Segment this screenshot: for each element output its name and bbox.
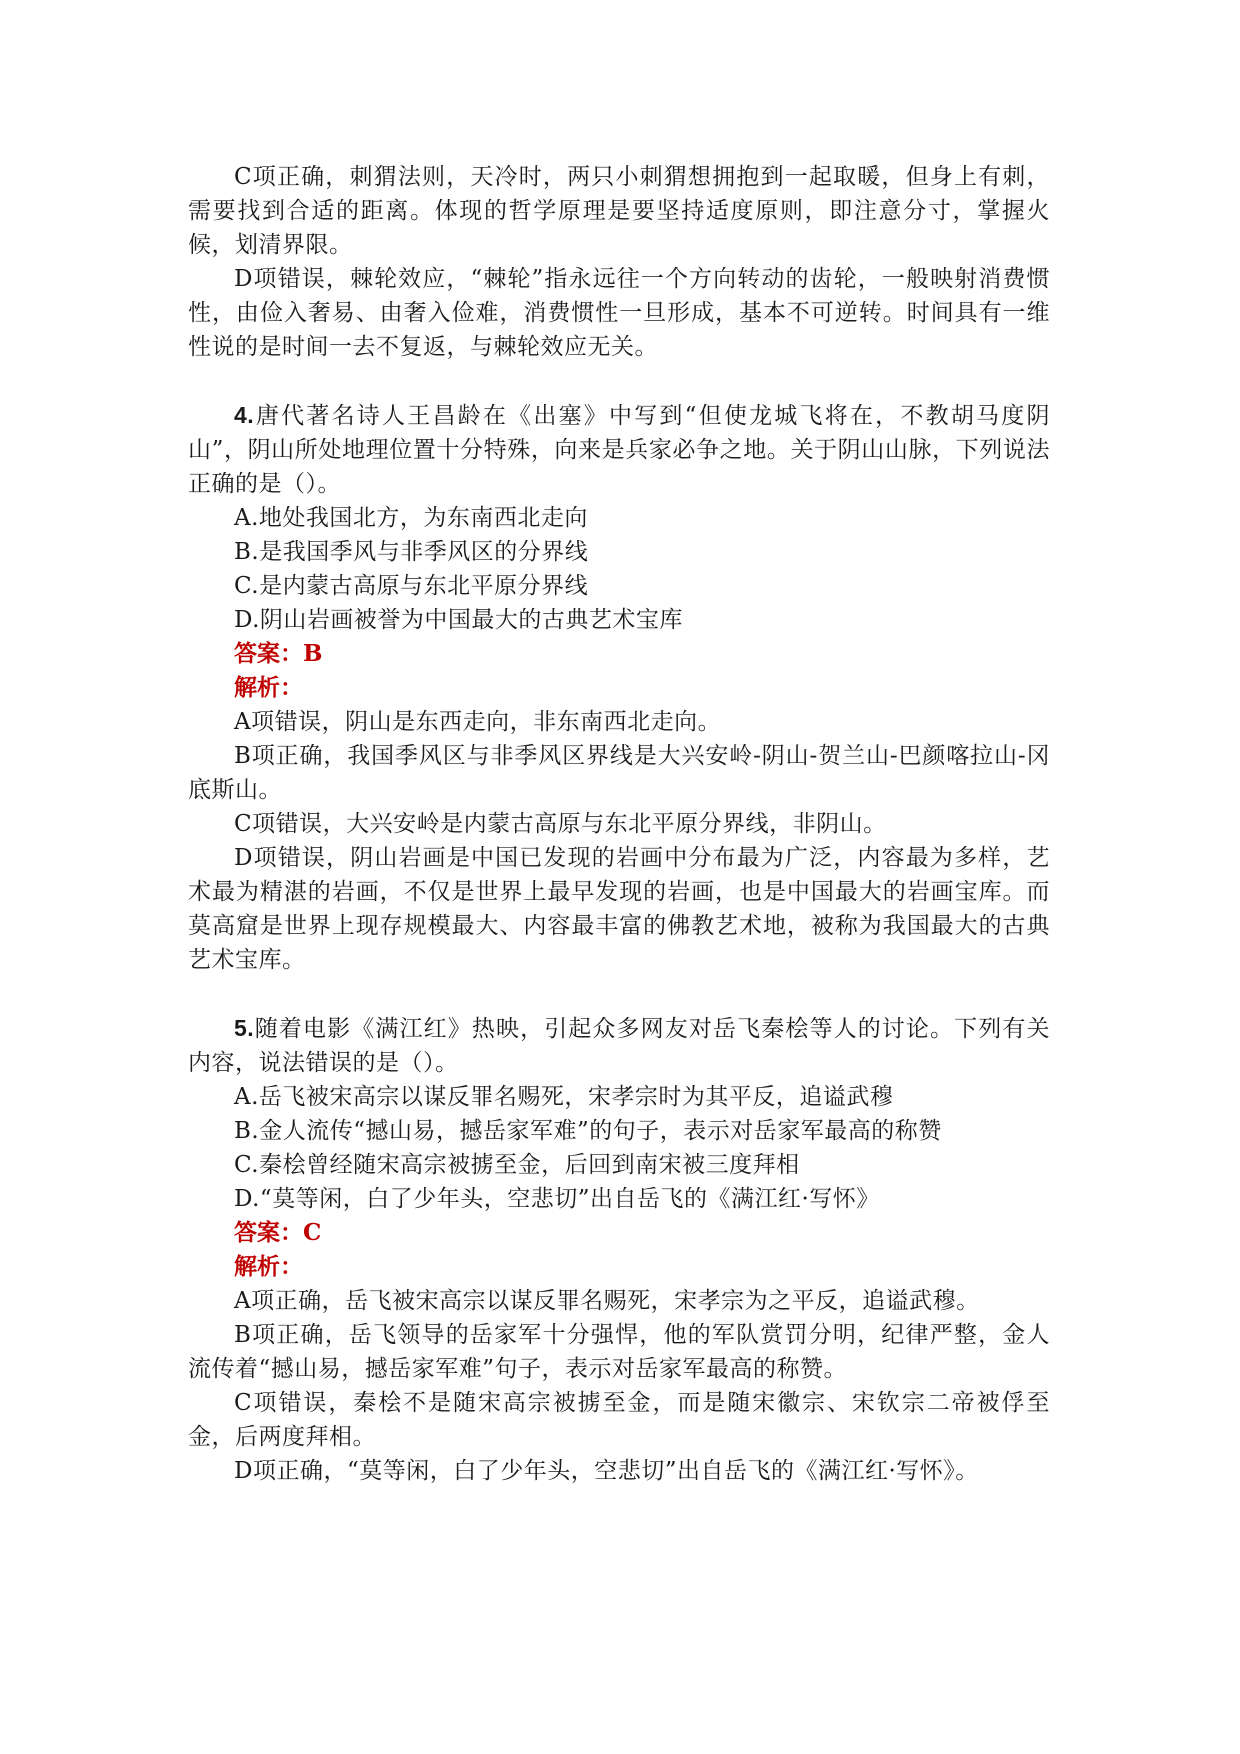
question-4-explanation-a: A项错误，阴山是东西走向，非东南西北走向。 — [234, 709, 722, 735]
prev-d-explanation: D项错误，棘轮效应，“棘轮”指永远往一个方向转动的齿轮，一般映射消费惯性，由俭入奢易、由奢入俭难，消费惯性一旦形成，基本不可逆转。时间具有一维性说的是时间一去不复返，与棘轮效应无关。 — [188, 266, 1050, 360]
question-5 — [188, 1011, 1050, 1488]
question-5-explanation-c: C项错误，秦桧不是随宋高宗被掳至金，而是随宋徽宗、宋钦宗二帝被俘至金，后两度拜相。 — [188, 1390, 1050, 1450]
question-5-explanation-d: D项正确，“莫等闲，白了少年头，空悲切”出自岳飞的《满江红·写怀》。 — [234, 1458, 979, 1484]
question-5-answer: 答案：C — [234, 1219, 322, 1246]
document-body — [188, 160, 1050, 1488]
question-5-option-d: D.“莫等闲，白了少年头，空悲切”出自岳飞的《满江红·写怀》 — [234, 1186, 880, 1212]
question-4-stem-text: 唐代著名诗人王昌龄在《出塞》中写到“但使龙城飞将在，不教胡马度阴山”，阴山所处地理位置十分特殊，向来是兵家必争之地。关于阴山山脉，下列说法正确的是（）。 — [188, 403, 1050, 497]
question-4-explanation-d: D项错误，阴山岩画是中国已发现的岩画中分布最为广泛，内容最为多样，艺术最为精湛的岩画，不仅是世界上最早发现的岩画，也是中国最大的岩画宝库。而莫高窟是世界上现存规模最大、内容最丰富的佛教艺术地，被称为我国最大的古典艺术宝库。 — [188, 845, 1050, 973]
question-5-stem — [188, 1011, 1050, 1080]
question-4 — [188, 398, 1050, 977]
spacer — [188, 364, 1050, 398]
question-4-answer: 答案：B — [234, 640, 323, 667]
question-4-option-d: D.阴山岩画被誉为中国最大的古典艺术宝库 — [234, 607, 683, 633]
spacer — [188, 977, 1050, 1011]
question-5-option-c: C.秦桧曾经随宋高宗被掳至金，后回到南宋被三度拜相 — [234, 1152, 800, 1178]
question-5-analysis-label: 解析： — [234, 1253, 303, 1280]
question-5-stem-text: 随着电影《满江红》热映，引起众多网友对岳飞秦桧等人的讨论。下列有关内容，说法错误的是（）。 — [188, 1016, 1050, 1076]
question-5-option-b: B.金人流传“撼山易，撼岳家军难”的句子，表示对岳家军最高的称赞 — [234, 1118, 942, 1144]
question-4-option-b: B.是我国季风与非季风区的分界线 — [234, 539, 589, 565]
question-4-stem — [188, 398, 1050, 501]
question-4-number: 4. — [234, 402, 255, 428]
question-5-option-a: A.岳飞被宋高宗以谋反罪名赐死，宋孝宗时为其平反，追谥武穆 — [234, 1084, 894, 1110]
question-4-explanation-b: B项正确，我国季风区与非季风区界线是大兴安岭-阴山-贺兰山-巴颜喀拉山-冈底斯山。 — [188, 743, 1050, 803]
question-4-option-a: A.地处我国北方，为东南西北走向 — [234, 505, 588, 531]
question-4-explanation-c: C项错误，大兴安岭是内蒙古高原与东北平原分界线，非阴山。 — [234, 811, 887, 837]
question-5-number: 5. — [234, 1015, 255, 1041]
prev-c-explanation: C项正确，刺猬法则，天冷时，两只小刺猬想拥抱到一起取暖，但身上有刺，需要找到合适的距离。体现的哲学原理是要坚持适度原则，即注意分寸，掌握火候，划清界限。 — [188, 164, 1050, 258]
question-5-explanation-a: A项正确，岳飞被宋高宗以谋反罪名赐死，宋孝宗为之平反，追谥武穆。 — [234, 1288, 980, 1314]
question-4-analysis-label: 解析： — [234, 674, 303, 701]
question-5-explanation-b: B项正确，岳飞领导的岳家军十分强悍，他的军队赏罚分明，纪律严整，金人流传着“撼山易，撼岳家军难”句子，表示对岳家军最高的称赞。 — [188, 1322, 1050, 1382]
question-4-option-c: C.是内蒙古高原与东北平原分界线 — [234, 573, 589, 599]
